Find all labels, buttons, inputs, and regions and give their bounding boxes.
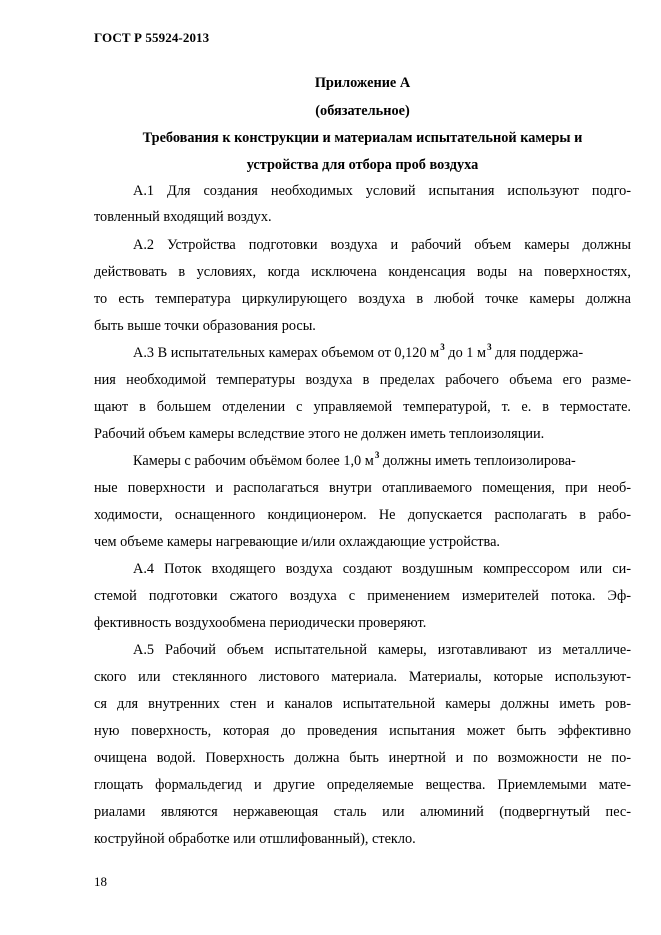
- paragraph-a3-line: Рабочий объем камеры вследствие этого не должен иметь теплоизоляции.: [94, 426, 545, 442]
- paragraph-chambers-text: Камеры с рабочим объёмом более 1,0 м: [133, 453, 374, 469]
- paragraph-a3-line: [133, 342, 631, 361]
- superscript: 3: [374, 450, 380, 460]
- paragraph-a2-line: быть выше точки образования росы.: [94, 318, 316, 334]
- paragraph-a5-line: риалами являются нержавеющая сталь или алюминий (подвергнутый пес-: [94, 804, 631, 820]
- paragraph-a5-line: ского или стеклянного листового материала. Материалы, которые используют-: [94, 669, 631, 685]
- paragraph-a3-text: до 1 м: [444, 345, 487, 361]
- superscript: 3: [487, 342, 492, 352]
- paragraph-a5-line: очищена водой. Поверхность должна быть инертной и по возможности не по-: [94, 750, 631, 766]
- paragraph-a2-line: действовать в условиях, когда исключена конденсация воды на поверхностях,: [94, 264, 631, 280]
- paragraph-chambers-line: [133, 450, 631, 469]
- paragraph-a3-line: щают в большем отделении с управляемой температурой, т. е. в термостате.: [94, 399, 631, 415]
- paragraph-a4-line: А.4 Поток входящего воздуха создают воздушным компрессором или си-: [133, 561, 631, 577]
- paragraph-chambers-line: ходимости, оснащенного кондиционером. Не допускается располагать в рабо-: [94, 507, 631, 523]
- paragraph-a3-line: ния необходимой температуры воздуха в пределах рабочего объема его разме-: [94, 372, 631, 388]
- paragraph-a3-text: А.3 В испытательных камерах объемом от 0,120 м: [133, 345, 440, 361]
- paragraph-a5-line: ную поверхность, которая до проведения испытания может быть эффективно: [94, 723, 631, 739]
- paragraph-a4-line: фективность воздухообмена периодически проверяют.: [94, 615, 427, 631]
- appendix-heading-line-1: Требования к конструкции и материалам испытательной камеры и: [142, 130, 583, 146]
- paragraph-a5-line: глощать формальдегид и другие определяемые вещества. Приемлемыми мате-: [94, 777, 631, 793]
- appendix-heading-line-2: устройства для отбора проб воздуха: [246, 157, 479, 173]
- paragraph-chambers-line: ные поверхности и располагаться внутри отапливаемого помещения, при необ-: [94, 480, 631, 496]
- superscript: 3: [440, 342, 445, 352]
- paragraph-a1-line: товленный входящий воздух.: [94, 209, 272, 225]
- paragraph-a5-line: коструйной обработке или отшлифованный), стекло.: [94, 831, 416, 847]
- paragraph-a5-line: А.5 Рабочий объем испытательной камеры, изготавливают из металличе-: [133, 642, 631, 658]
- paragraph-a5-line: ся для внутренних стен и каналов испытательной камеры должны иметь ров-: [94, 696, 631, 712]
- paragraph-a1-line: А.1 Для создания необходимых условий испытания используют подго-: [133, 183, 631, 199]
- paragraph-a3-text: для поддержа-: [491, 345, 584, 361]
- paragraph-a2-line: то есть температура циркулирующего воздуха в любой точке камеры должна: [94, 291, 631, 307]
- paragraph-chambers-line: чем объеме камеры нагревающие и/или охлаждающие устройства.: [94, 534, 501, 550]
- paragraph-a2-line: А.2 Устройства подготовки воздуха и рабочий объем камеры должны: [133, 237, 631, 253]
- document-header: ГОСТ Р 55924-2013: [94, 30, 210, 45]
- paragraph-a4-line: стемой подготовки сжатого воздуха с применением измерителей потока. Эф-: [94, 588, 631, 604]
- page-number: 18: [94, 874, 107, 889]
- appendix-title: Приложение А: [314, 75, 411, 91]
- appendix-status: (обязательное): [315, 103, 410, 119]
- paragraph-chambers-text: должны иметь теплоизолирова-: [379, 453, 576, 469]
